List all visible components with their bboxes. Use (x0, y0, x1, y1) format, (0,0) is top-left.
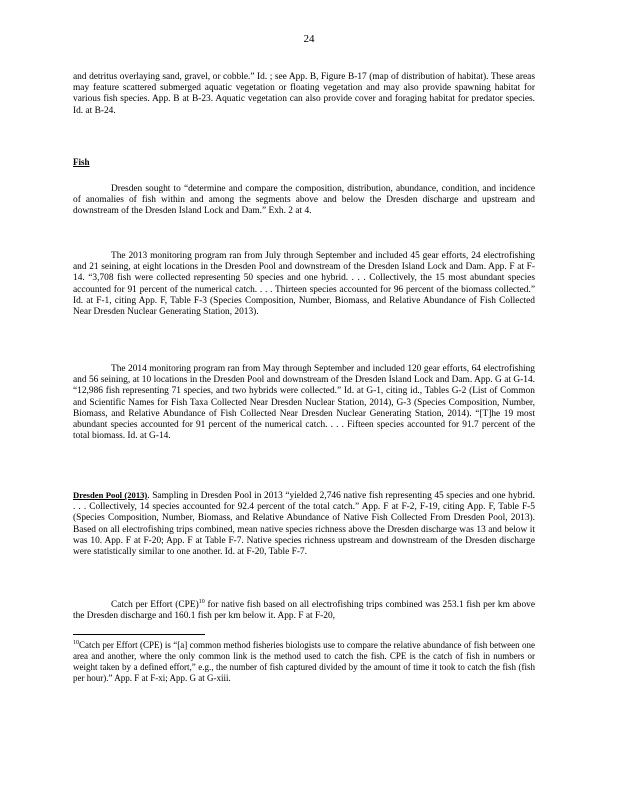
paragraph-dresden-pool-text: . Sampling in Dresden Pool in 2013 “yielded 2,746 native fish representing 45 species and one hybrid. . . . Collectively, 14 species accounted for 92.4 percent of the total catch.” App. F at F-2, F-19, citing App. F, Table F-5 (Species Composition, Number, Biomass, and Relative Abundance of Native Fish Collected From Dresden Pool, 2013). Based on all electrofishing trips combined, mean native species richness above the Dresden discharge was 13 and below it was 10. App. F at F-20; App. F at Table F-7. Native species richness upstream and downstream of the Dresden discharge were statistically similar to one another. Id. at F-20, Table F-7. (73, 491, 535, 558)
cpe-term: Catch per Effort (CPE) (111, 600, 199, 610)
footnote (73, 640, 535, 684)
footnote-text: Catch per Effort (CPE) is “[a] common method fisheries biologists use to compare the relative abundance of fish between one area and another, where the only common link is the method used to catch the fish. CPE is the catch of fish in numbers or weight taken by a defined effort,” e.g., the number of fish captured divided by the amount of time it took to catch the fish (fish per hour).” App. F at F-xi; App. G at G-xiii. (73, 640, 535, 683)
paragraph-dresden-pool (73, 490, 535, 558)
page-number: 24 (303, 33, 315, 45)
footnote-ref: 10 (198, 598, 205, 605)
footnote-divider (73, 634, 205, 635)
cpe-text: for native fish based on all electrofishing trips combined was 253.1 fish per km above the Dresden discharge and 160.1 fish per km below it. App. F at F-20, (73, 600, 535, 622)
paragraph-2014-program: The 2014 monitoring program ran from May through September and included 120 gear efforts, 64 electrofishing and 56 seining, at 10 locations in the Dresden Pool and downstream of the Dresden Island Lock and Dam. App. G at G-14. “12,986 fish representing 71 species, and two hybrids were collected.” Id. at G-1, citing id., Tables G-2 (List of Common and Scientific Names for Fish Taxa Collected Near Dresden Nuclear Station, 2014), G-3 (Species Composition, Number, Biomass, and Relative Abundance of Fish Collected Near Dresden Nuclear Generating Station, 2014). “[T]he 19 most abundant species accounted for 91 percent of the numerical catch. . . . Fifteen species accounted for 91.7 percent of the total biomass. Id. at G-14. (73, 364, 535, 442)
section-heading-fish: Fish (73, 157, 90, 167)
paragraph-cpe (73, 600, 535, 622)
footnote-number: 10 (73, 640, 79, 646)
subheading-dresden-pool: Dresden Pool (2013) (73, 490, 148, 500)
paragraph-2013-program: The 2013 monitoring program ran from July through September and included 45 gear efforts, 24 electrofishing and 21 seining, at eight locations in the Dresden Pool and downstream of the Dresden Island Lock and Dam. App. F at F-14. “3,708 fish were collected representing 50 species and one hybrid. . . . Collectively, the 15 most abundant species accounted for 91 percent of the numerical catch. . . . Thirteen species accounted for 96 percent of the biomass collected.” Id. at F-1, citing App. F, Table F-3 (Species Composition, Number, Biomass, and Relative Abundance of Fish Collected Near Dresden Nuclear Generating Station, 2013). (73, 251, 535, 318)
paragraph-objective: Dresden sought to “determine and compare the composition, distribution, abundance, condition, and incidence of anomalies of fish within and among the segments above and below the Dresden discharge and upstream and downstream of the Dresden Island Lock and Dam.” Exh. 2 at 4. (73, 184, 535, 217)
paragraph-habitat: and detritus overlaying sand, gravel, or cobble.” Id. ; see App. B, Figure B-17 (map of distribution of habitat). These areas may feature scattered submerged aquatic vegetation or floating vegetation and may also provide spawning habitat for various fish species. App. B at B-23. Aquatic vegetation can also provide cover and foraging habitat for predator species. Id. at B-24. (73, 72, 535, 116)
